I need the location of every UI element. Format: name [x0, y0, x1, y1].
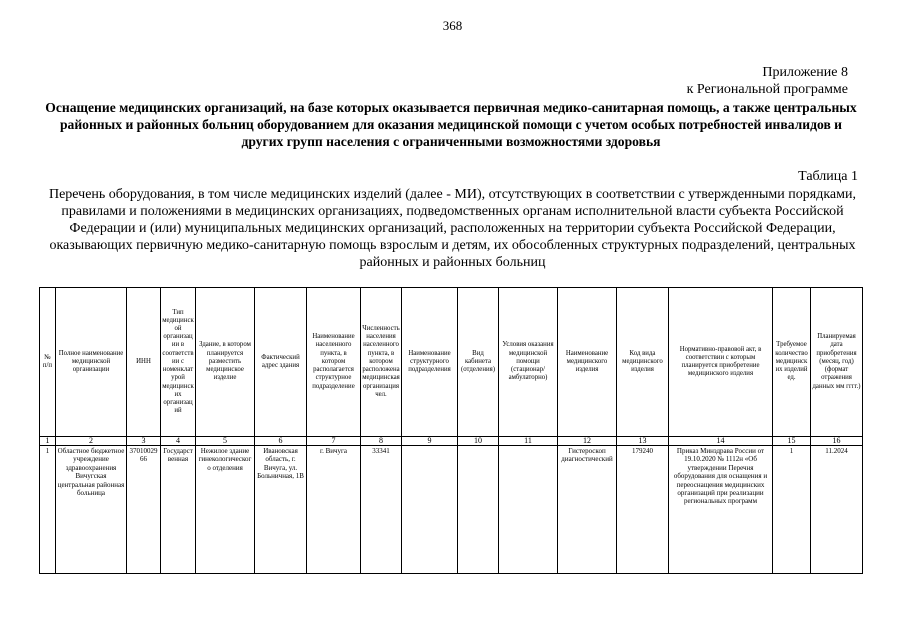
appendix-block: [687, 64, 848, 98]
header-cell: Полное наименование медицинской организации: [56, 288, 127, 437]
table-cell: Ивановская область, г. Вичуга, ул. Больничная, 1В: [255, 446, 307, 574]
table-cell: [402, 446, 458, 574]
table-row: [40, 446, 863, 574]
table-cell: 11.2024: [811, 446, 863, 574]
appendix-line-1: Приложение 8: [762, 65, 848, 80]
table-cell: 1: [40, 446, 56, 574]
equipment-table: [39, 287, 863, 574]
table-cell: Нежилое здание гинекологического отделения: [196, 446, 255, 574]
header-cell: Условия оказания медицинской помощи (стационар/амбулаторно): [499, 288, 558, 437]
table-subtitle: Перечень оборудования, в том числе медицинских изделий (далее - МИ), отсутствующих в соответствии с утвержденными порядками, правилами и положениями в медицинских организациях, подведомственных органам исполнительной власти субъекта Российской Федерации и (или) муниципальных медицинских организаций, расположенных на территории субъекта Российской Федерации, оказывающих первичную медико-санитарную помощь взрослым и детям, их обособленных структурных подразделений, центральных районных и районных больниц: [48, 187, 856, 270]
header-cell: ИНН: [127, 288, 161, 437]
column-number: 1: [40, 437, 56, 446]
column-number: 6: [255, 437, 307, 446]
column-number: 2: [56, 437, 127, 446]
column-number: 14: [669, 437, 773, 446]
table-cell: [458, 446, 499, 574]
column-number: 9: [402, 437, 458, 446]
table-cell: Государственная: [161, 446, 196, 574]
column-number: 13: [617, 437, 669, 446]
column-number: 7: [307, 437, 361, 446]
table-cell: 33341: [361, 446, 402, 574]
header-cell: Нормативно-правовой акт, в соответствии с которым планируется приобретение медицинского изделия: [669, 288, 773, 437]
column-number: 3: [127, 437, 161, 446]
header-cell: Наименование структурного подразделения: [402, 288, 458, 437]
column-number: 15: [773, 437, 811, 446]
document-title: Оснащение медицинских организаций, на базе которых оказывается первичная медико-санитарная помощь, а также центральных районных и районных больниц оборудованием для оказания медицинской помощи с учетом особых потребностей инвалидов и других групп населения с ограниченными возможностями здоровья: [45, 100, 857, 149]
table-cell: 179240: [617, 446, 669, 574]
header-cell: Планируемая дата приобретения (месяц, год) (формат отражения данных мм гггг.): [811, 288, 863, 437]
header-cell: Здание, в котором планируется разместить медицинское изделие: [196, 288, 255, 437]
column-number: 10: [458, 437, 499, 446]
header-cell: Вид кабинета (отделения): [458, 288, 499, 437]
column-number: 12: [558, 437, 617, 446]
table-label: Таблица 1: [798, 169, 858, 184]
column-number: 4: [161, 437, 196, 446]
header-row: [40, 288, 863, 437]
column-number: 5: [196, 437, 255, 446]
column-number-row: [40, 437, 863, 446]
table-cell: 3701002966: [127, 446, 161, 574]
table-cell: 1: [773, 446, 811, 574]
header-cell: Наименование медицинского изделия: [558, 288, 617, 437]
table-cell: Приказ Минздрава России от 19.10.2020 № 1112н «Об утверждении Перечня оборудования для оснащения и переоснащения медицинских организаций при реализации региональных программ: [669, 446, 773, 574]
table-cell: Областное бюджетное учреждение здравоохранения Вичугская центральная районная больница: [56, 446, 127, 574]
header-cell: Наименование населенного пункта, в котором располагается структурное подразделение: [307, 288, 361, 437]
table-cell: Гистероскоп диагностический: [558, 446, 617, 574]
header-cell: Численность населения населенного пункта, в котором расположена медицинская организация чел.: [361, 288, 402, 437]
header-cell: Фактический адрес здания: [255, 288, 307, 437]
column-number: 8: [361, 437, 402, 446]
header-cell: Требуемое количество медицинских изделий ед.: [773, 288, 811, 437]
header-cell: Код вида медицинского изделия: [617, 288, 669, 437]
column-number: 16: [811, 437, 863, 446]
appendix-line-2: к Региональной программе: [686, 82, 848, 97]
table-cell: г. Вичуга: [307, 446, 361, 574]
table-cell: [499, 446, 558, 574]
header-cell: Тип медицинской организации в соответствии с номенклатурой медицинских организаций: [161, 288, 196, 437]
header-cell: № п/п: [40, 288, 56, 437]
page-number: 368: [442, 18, 463, 33]
column-number: 11: [499, 437, 558, 446]
